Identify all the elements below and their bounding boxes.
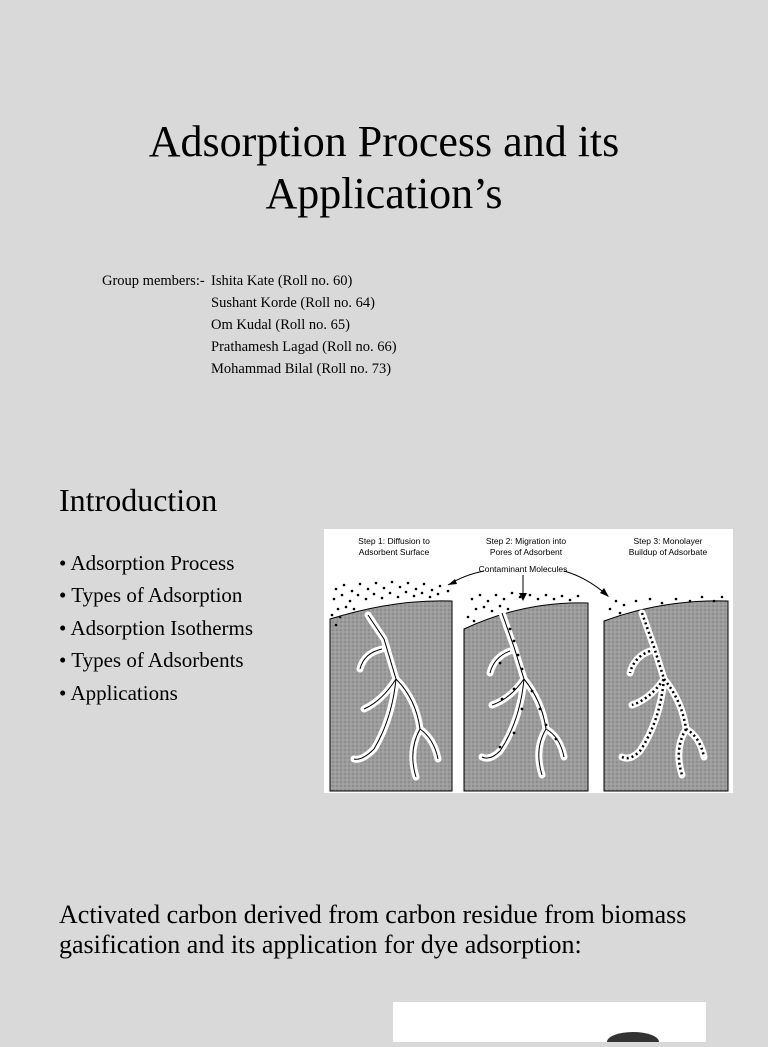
step1-caption-line1: Step 1: Diffusion to — [358, 536, 430, 546]
member-item: Prathamesh Lagad (Roll no. 66) — [211, 339, 397, 355]
title-line-1: Adsorption Process and its — [148, 117, 620, 166]
title-slide — [0, 0, 768, 440]
member-item: Sushant Korde (Roll no. 64) — [211, 295, 375, 311]
bullet-item — [59, 644, 253, 676]
activated-carbon-slide — [0, 840, 768, 1024]
step3-panel — [604, 596, 728, 791]
introduction-slide — [0, 440, 768, 840]
bullet-text: Types of Adsorption — [71, 583, 243, 608]
callout-arrows — [448, 571, 607, 599]
slide-title — [0, 116, 768, 220]
slide-heading: Activated carbon derived from carbon residue from biomass gasification and its application for dye adsorption: — [59, 900, 687, 959]
bullet-text: Adsorption Isotherms — [70, 615, 254, 640]
title-line-2: Application’s — [265, 169, 503, 218]
bullet-marker: • — [59, 583, 67, 608]
step1-caption-line2: Adsorbent Surface — [358, 547, 430, 557]
bullet-item — [59, 612, 253, 644]
step1-panel — [330, 581, 452, 791]
bullet-marker: • — [59, 615, 67, 640]
member-item: Mohammad Bilal (Roll no. 73) — [211, 361, 392, 377]
step3-caption-line1: Step 3: Monolayer — [633, 536, 703, 546]
members-list — [211, 270, 397, 380]
step2-caption-line1: Step 2: Migration into — [485, 536, 567, 546]
bullet-text: Adsorption Process — [70, 551, 235, 575]
bullet-text: Types of Adsorbents — [71, 648, 244, 673]
slide-image — [393, 1002, 706, 1042]
member-item: Om Kudal (Roll no. 65) — [211, 317, 350, 333]
bullet-marker: • — [59, 648, 67, 673]
slide-heading: Introduction — [59, 482, 218, 518]
bullet-text: Applications — [70, 680, 178, 705]
member-item: Ishita Kate (Roll no. 60) — [211, 273, 353, 289]
members-label: Group members:- — [102, 273, 205, 289]
step3-caption-line2: Buildup of Adsorbate — [628, 547, 708, 557]
bullet-marker: • — [59, 680, 67, 705]
bullet-marker: • — [59, 551, 67, 575]
step2-caption-line2: Pores of Adsorbent — [489, 547, 563, 557]
bullet-item — [59, 579, 253, 611]
step2-panel — [464, 592, 588, 791]
bullet-item — [59, 677, 253, 709]
adsorption-steps-figure — [324, 529, 733, 793]
bullet-list — [59, 547, 253, 709]
contaminant-callout: Contaminant Molecules — [478, 564, 568, 574]
bullet-item — [59, 547, 253, 579]
